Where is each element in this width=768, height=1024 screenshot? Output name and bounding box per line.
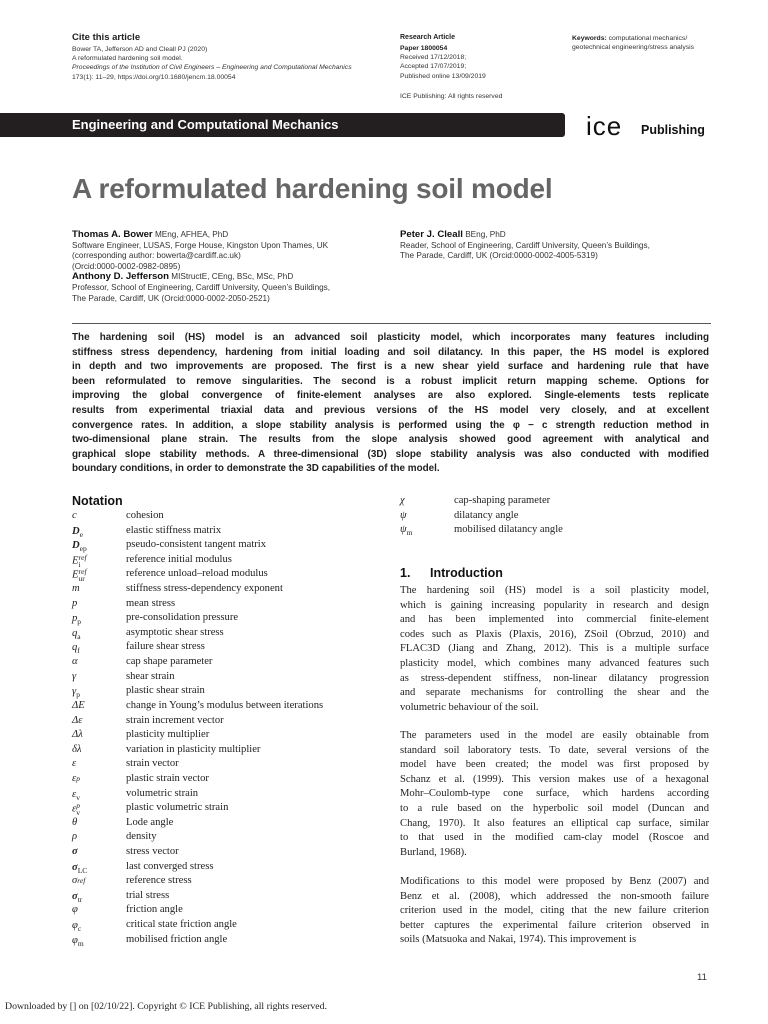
text-line: results from experimental triaxial data and previous versions of the HS model very closely, and at excellent	[72, 404, 709, 416]
symbol-base: γ	[72, 686, 77, 698]
keywords-text-2: geotechnical engineering/stress analysis	[572, 44, 695, 52]
notation-row	[72, 802, 382, 817]
notation-row	[72, 831, 382, 846]
text-line: improving the global convergence of finite-element analyses are also explored. Single-elements tests replicate	[72, 390, 709, 402]
notation-row	[72, 671, 382, 686]
notation-symbol	[72, 700, 85, 711]
notation-symbol	[400, 524, 412, 537]
notation-row	[72, 525, 382, 540]
notation-symbol	[72, 846, 78, 857]
notation-symbol	[400, 495, 405, 506]
notation-symbol	[72, 744, 82, 755]
symbol-base: ε	[72, 803, 77, 815]
symbol-subscript: e	[79, 529, 83, 539]
notation-row	[72, 568, 382, 583]
text-line: Burland, 1968).	[400, 846, 467, 858]
notation-symbol	[72, 671, 76, 682]
article-info	[400, 44, 486, 81]
notation-symbol	[400, 510, 407, 521]
notation-row	[72, 715, 382, 730]
notation-definition: friction angle	[126, 904, 183, 916]
symbol-superscript: ref	[78, 567, 87, 577]
notation-symbol	[72, 919, 81, 932]
keywords-label: Keywords:	[572, 35, 607, 42]
journal-name: Engineering and Computational Mechanics	[72, 117, 339, 132]
text-line: as stress-dependent stiffness, non-linear dilatancy progression	[400, 672, 709, 684]
notation-symbol	[72, 568, 87, 582]
notation-symbol	[72, 554, 87, 568]
author-heading	[72, 230, 392, 241]
intro-paragraph-2	[400, 729, 709, 860]
notation-definition: mobilised friction angle	[126, 933, 228, 945]
publishing-label: Publishing	[641, 123, 705, 137]
symbol-base: ρ	[72, 831, 78, 843]
notation-list-continued	[400, 495, 710, 539]
notation-row	[72, 700, 382, 715]
symbol-base: δλ	[72, 743, 82, 755]
notation-definition: Lode angle	[126, 816, 174, 828]
published-date: Published online 13/09/2019	[400, 72, 486, 80]
author-degrees: BEng, PhD	[465, 230, 506, 239]
text-line: The hardening soil (HS) model is an advanced soil plasticity model, which incorporates many features including	[72, 332, 709, 343]
article-type: Research Article	[400, 34, 455, 41]
notation-row	[72, 919, 382, 934]
text-line: graphical slope stability methods. A three-dimensional (3D) slope stability analysis was also conducted with modified	[72, 448, 709, 460]
symbol-base: σ	[72, 846, 78, 858]
notation-definition: variation in plasticity multiplier	[126, 743, 261, 755]
notation-row	[72, 934, 382, 949]
notation-definition: reference stress	[126, 875, 192, 887]
symbol-subscript: ep	[79, 544, 87, 554]
author-affiliation-line: The Parade, Cardiff, UK (Orcid:0000-0002-4005-5319)	[400, 251, 598, 261]
text-line: convergence rates. In addition, a slope stability analysis is performed using the φ − c strength reduction method in	[72, 419, 709, 431]
notation-row	[400, 510, 710, 525]
citation-line: A reformulated hardening soil model.	[72, 55, 183, 63]
notation-symbol	[72, 802, 80, 816]
notation-symbol	[72, 831, 77, 842]
symbol-base: Δε	[72, 714, 83, 726]
paper-number: Paper 1800054	[400, 45, 448, 52]
symbol-base: c	[72, 510, 77, 521]
rights-statement: ICE Publishing: All rights reserved	[400, 93, 503, 100]
notation-row	[72, 773, 382, 788]
text-line: Schanz et al. (1999). This version makes use of a hexagonal	[400, 773, 709, 785]
notation-definition: plastic strain vector	[126, 772, 209, 784]
symbol-subscript: ur	[78, 574, 85, 584]
notation-row	[72, 656, 382, 671]
notation-symbol	[72, 773, 80, 784]
symbol-subscript: tr	[77, 894, 83, 904]
notation-definition: strain vector	[126, 758, 179, 770]
symbol-base: ψ	[400, 509, 407, 521]
symbol-base: ε	[72, 788, 77, 800]
symbol-subscript: p	[76, 690, 80, 700]
page-number: 11	[697, 972, 707, 983]
symbol-base: φ	[72, 934, 78, 946]
text-line: in depth and two improvements are proposed. The first is a new shear yield surface and hardening rule that have	[72, 361, 709, 373]
symbol-subscript: a	[77, 631, 81, 641]
text-line: Mohr–Coulomb-type cone surface, which hardens according	[400, 788, 709, 800]
notation-definition: cohesion	[126, 510, 164, 521]
author-block	[72, 230, 392, 272]
notation-row	[72, 875, 382, 890]
keywords-text: computational mechanics/	[608, 35, 688, 42]
notation-definition: density	[126, 831, 157, 843]
intro-paragraph-3	[400, 875, 709, 948]
notation-row	[72, 758, 382, 773]
section-number: 1.	[400, 566, 411, 580]
symbol-subscript: i	[78, 559, 81, 569]
received-date: Received 17/12/2018;	[400, 54, 467, 62]
notation-symbol	[72, 525, 83, 538]
symbol-base: Δλ	[72, 729, 83, 741]
notation-symbol	[72, 539, 87, 552]
symbol-base: θ	[72, 816, 78, 828]
text-line: standard soil laboratory tests. To date, several versions of the	[400, 744, 709, 756]
citation-doi-line[interactable]: 173(1): 11–29, https://doi.org/10.1680/jencm.18.00054	[72, 73, 236, 81]
symbol-subscript: v	[76, 808, 80, 818]
text-line: Benz et al. (2008), which addressed the non-smooth failure	[400, 890, 709, 902]
symbol-base: D	[72, 540, 80, 552]
notation-symbol	[72, 788, 80, 801]
notation-definition: failure shear stress	[126, 641, 205, 653]
notation-list	[72, 510, 382, 948]
notation-row	[72, 685, 382, 700]
notation-symbol	[72, 641, 80, 654]
authors-left	[72, 230, 392, 304]
text-line: which is gaining increasing popularity in research and design	[400, 599, 709, 611]
notation-row	[400, 495, 710, 510]
author-heading	[400, 230, 720, 241]
notation-symbol	[72, 904, 78, 915]
symbol-superscript: p	[76, 774, 80, 784]
symbol-base: χ	[400, 495, 405, 506]
abstract	[72, 331, 709, 477]
citation-block	[72, 45, 392, 82]
author-affiliation-line: Reader, School of Engineering, Cardiff University, Queen’s Buildings,	[400, 240, 650, 250]
notation-symbol	[72, 729, 83, 740]
notation-definition: trial stress	[126, 889, 170, 901]
symbol-base: E	[72, 555, 79, 567]
text-line: to a rule based on the hyperbolic soil model (Duncan and	[400, 802, 709, 814]
symbol-base: φ	[72, 904, 78, 916]
notation-symbol	[72, 758, 76, 769]
notation-definition: reference unload–reload modulus	[126, 568, 268, 580]
author-block	[72, 272, 392, 304]
symbol-base: p	[72, 613, 78, 625]
notation-row	[72, 890, 382, 905]
symbol-base: q	[72, 627, 78, 639]
symbol-superscript: ref	[78, 552, 87, 562]
author-affiliation-line: The Parade, Cardiff, UK (Orcid:0000-0002-2050-2521)	[72, 293, 270, 303]
text-line: FLAC3D (Jiang and Zhang, 2012). This is a multiple surface	[400, 643, 709, 655]
symbol-subscript: c	[77, 924, 82, 934]
notation-definition: pseudo-consistent tangent matrix	[126, 539, 267, 551]
notation-row	[72, 641, 382, 656]
notation-row	[72, 554, 382, 569]
citation-line: Bower TA, Jefferson AD and Cleall PJ (2020)	[72, 46, 208, 53]
text-line: better captures the experimental failure criterion observed in	[400, 919, 709, 931]
notation-symbol	[72, 715, 82, 726]
notation-row	[72, 788, 382, 803]
symbol-subscript: p	[77, 617, 82, 627]
author-degrees: MEng, AFHEA, PhD	[154, 230, 229, 239]
notation-row	[72, 627, 382, 642]
text-line: soils (Matsuoka and Nakai, 1974). This improvement is	[400, 934, 637, 946]
notation-row	[72, 846, 382, 861]
text-line: and separate mechanisms for controlling the shear and the	[400, 687, 709, 699]
notation-definition: cap shape parameter	[126, 656, 213, 668]
notation-row	[72, 583, 382, 598]
notation-definition: asymptotic shear stress	[126, 626, 224, 638]
notation-symbol	[72, 875, 85, 886]
symbol-base: σ	[72, 875, 78, 887]
text-line: criterion used in the model, citing that the new failure criterion	[400, 905, 709, 917]
notation-definition: stress vector	[126, 846, 179, 858]
notation-definition: strain increment vector	[126, 714, 224, 726]
text-line: and has been implemented into commercial finite-element	[400, 614, 709, 626]
symbol-subscript: m	[406, 528, 413, 538]
text-line: The parameters used in the model are easily obtainable from	[400, 730, 709, 741]
symbol-base: m	[72, 583, 80, 595]
symbol-base: φ	[72, 920, 78, 931]
text-line: to that used in the modified cam-clay model (Roscoe and	[400, 832, 709, 844]
notation-definition: stiffness stress-dependency exponent	[126, 583, 283, 595]
author-name: Peter J. Cleall	[400, 229, 463, 240]
author-degrees: MIStructE, CEng, BSc, MSc, PhD	[171, 272, 294, 282]
notation-definition: pre-consolidation pressure	[126, 612, 239, 624]
introduction-heading	[400, 566, 503, 580]
text-line: boundary conditions, in order to demonstrate the 3D capabilities of the model.	[72, 463, 440, 475]
author-affiliation-line: (corresponding author: bowerta@cardiff.ac.uk)	[72, 251, 241, 261]
text-line: codes such as Plaxis (Plaxis, 2016), ZSoil (Obrzud, 2010) and	[400, 628, 709, 640]
symbol-base: p	[72, 597, 78, 609]
notation-definition: critical state friction angle	[126, 919, 237, 931]
notation-definition: mobilised dilatancy angle	[454, 524, 563, 536]
notation-definition: shear strain	[126, 670, 175, 682]
text-line: two-dimensional plane strain. The results from the slope analysis showed good agreement with analytical and	[72, 434, 709, 446]
notation-row	[72, 817, 382, 832]
notation-definition: plastic shear strain	[126, 685, 205, 697]
text-line: stiffness stress dependency, hardening from initial loading and soil dilatancy. In this paper, the HS model is explored	[72, 346, 709, 358]
symbol-subscript: m	[77, 938, 84, 948]
cite-heading: Cite this article	[72, 32, 141, 43]
text-line: volumetric behaviour of the soil.	[400, 701, 539, 713]
symbol-base: ΔE	[72, 699, 85, 711]
symbol-subscript: f	[77, 646, 80, 656]
notation-definition: mean stress	[126, 597, 176, 609]
symbol-base: ε	[72, 772, 77, 784]
divider	[72, 323, 711, 324]
notation-row	[72, 729, 382, 744]
notation-row	[72, 744, 382, 759]
notation-row	[72, 510, 382, 525]
author-name: Anthony D. Jefferson	[72, 271, 170, 283]
text-line: plasticity model, which combines many advanced features such	[400, 657, 709, 669]
notation-row	[72, 861, 382, 876]
article-title: A reformulated hardening soil model	[72, 173, 553, 204]
notation-row	[72, 539, 382, 554]
symbol-superscript: ref	[77, 876, 86, 886]
symbol-base: σ	[72, 861, 78, 873]
notation-symbol	[72, 656, 78, 667]
notation-symbol	[72, 612, 81, 625]
notation-symbol	[72, 510, 77, 521]
notation-definition: elastic stiffness matrix	[126, 524, 222, 536]
notation-row	[72, 598, 382, 613]
notation-row	[72, 904, 382, 919]
notation-symbol	[72, 685, 80, 698]
notation-definition: reference initial modulus	[126, 553, 232, 565]
symbol-base: γ	[72, 670, 77, 682]
author-heading	[72, 272, 392, 283]
notation-heading: Notation	[72, 494, 123, 508]
author-affiliation-line: Software Engineer, LUSAS, Forge House, Kingston Upon Thames, UK	[72, 240, 329, 250]
symbol-base: q	[72, 642, 78, 654]
citation-line: Proceedings of the Institution of Civil Engineers – Engineering and Computational Mechanics	[72, 64, 352, 72]
author-affiliation-line: Professor, School of Engineering, Cardiff University, Queen’s Buildings,	[72, 282, 331, 292]
notation-row	[72, 612, 382, 627]
text-line: been reformulated to remove singularities. The second is a robust implicit return mapping scheme. Options for	[72, 375, 709, 387]
notation-symbol	[72, 627, 81, 640]
notation-definition: cap-shaping parameter	[454, 495, 551, 506]
symbol-base: D	[72, 525, 80, 537]
notation-definition: change in Young’s modulus between iterations	[126, 699, 324, 711]
authors-right	[400, 230, 720, 262]
notation-symbol	[72, 598, 77, 609]
notation-symbol	[72, 934, 84, 947]
notation-symbol	[72, 890, 82, 903]
notation-symbol	[72, 583, 80, 594]
symbol-superscript: p	[76, 801, 80, 811]
accepted-date: Accepted 17/07/2019;	[400, 63, 467, 71]
symbol-base: ψ	[400, 524, 407, 536]
text-line: Chang, 1970). It also features an elliptical cap surface, similar	[400, 817, 709, 829]
download-footer: Downloaded by [] on [02/10/22]. Copyright © ICE Publishing, all rights reserved.	[5, 1001, 327, 1012]
notation-definition: plastic volumetric strain	[126, 802, 229, 814]
notation-symbol	[72, 861, 87, 874]
notation-definition: last converged stress	[126, 860, 214, 872]
ice-logo: ice	[586, 111, 623, 141]
notation-definition: dilatancy angle	[454, 509, 519, 521]
text-line: Modifications to this model were proposed by Benz (2007) and	[400, 876, 709, 887]
notation-symbol	[72, 817, 77, 828]
keywords-block	[572, 34, 722, 52]
symbol-base: E	[72, 569, 79, 581]
author-name: Thomas A. Bower	[72, 229, 153, 240]
symbol-base: ε	[72, 758, 77, 770]
author-block	[400, 230, 720, 262]
symbol-subscript: LC	[77, 865, 88, 875]
symbol-base: α	[72, 656, 78, 668]
section-title: Introduction	[430, 566, 503, 580]
symbol-subscript: v	[76, 792, 80, 802]
text-line: The hardening soil (HS) model is a soil plasticity model,	[400, 585, 709, 596]
intro-paragraph-1	[400, 584, 709, 715]
notation-definition: plasticity multiplier	[126, 729, 210, 741]
symbol-base: σ	[72, 890, 78, 902]
notation-definition: volumetric strain	[126, 787, 199, 799]
author-affiliation-line: (Orcid:0000-0002-0982-0895)	[72, 261, 181, 271]
text-line: model have been created; the model was first proposed by	[400, 759, 709, 771]
notation-row	[400, 524, 710, 539]
